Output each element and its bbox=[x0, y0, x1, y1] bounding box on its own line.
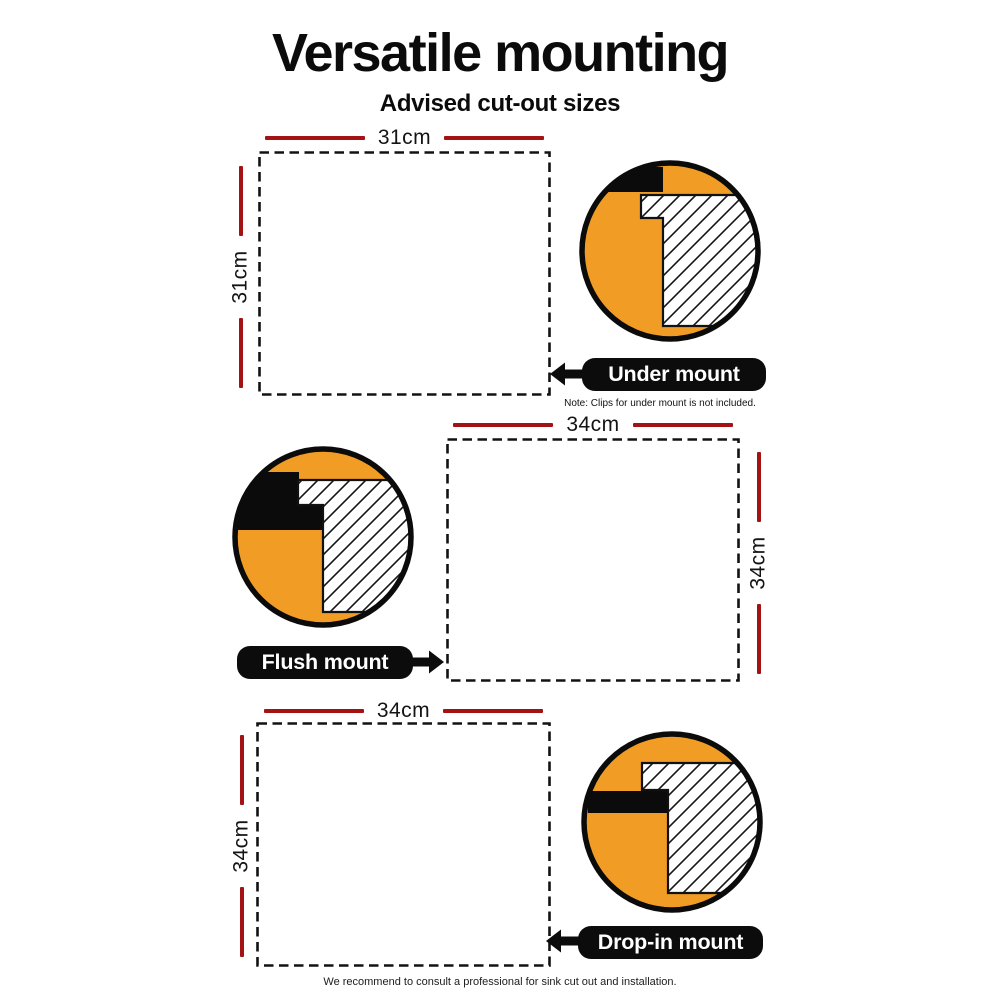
width-value: 34cm bbox=[376, 699, 431, 722]
drop-in-mount-height-dimension bbox=[227, 730, 257, 962]
width-value: 34cm bbox=[566, 413, 620, 436]
rotated-label-wrap bbox=[744, 534, 774, 592]
drop-in-mount-width-dimension bbox=[256, 699, 551, 723]
flush-mount-height-dimension bbox=[744, 448, 774, 678]
flush-mount-cross-section-diagram bbox=[228, 442, 418, 632]
page-title: Versatile mounting bbox=[271, 23, 729, 83]
under-mount-cross-section-diagram bbox=[575, 156, 765, 346]
under-mount-note: Note: Clips for under mount is not included. bbox=[564, 398, 756, 409]
dimension-line bbox=[239, 166, 244, 236]
under-mount-cutout-outline bbox=[258, 151, 551, 396]
dimension-line bbox=[453, 423, 553, 428]
dimension-line bbox=[239, 318, 244, 388]
page-subtitle: Advised cut-out sizes bbox=[379, 90, 621, 117]
arrow-left-icon bbox=[549, 360, 584, 388]
drop-in-mount-label-text: Drop-in mount bbox=[597, 930, 744, 954]
rotated-label-wrap bbox=[226, 248, 256, 306]
dimension-line bbox=[264, 709, 364, 714]
width-value: 31cm bbox=[377, 126, 432, 149]
drop-in-mount-cutout-outline bbox=[256, 722, 551, 967]
flush-mount-cutout-outline bbox=[446, 438, 740, 682]
under-mount-label bbox=[582, 358, 766, 391]
rotated-label-wrap bbox=[227, 817, 257, 875]
under-mount-height-dimension bbox=[226, 158, 256, 396]
flush-mount-label bbox=[237, 646, 413, 679]
height-value: 31cm bbox=[229, 250, 253, 304]
flush-mount-label-text: Flush mount bbox=[261, 650, 389, 674]
dimension-line bbox=[757, 604, 762, 674]
under-mount-label-text: Under mount bbox=[608, 362, 740, 386]
dimension-line bbox=[633, 423, 733, 428]
footer-note: We recommend to consult a professional for sink cut out and installation. bbox=[323, 976, 677, 988]
under-mount-width-dimension bbox=[258, 126, 551, 150]
dimension-line bbox=[240, 887, 245, 957]
arrow-right-icon bbox=[410, 648, 445, 676]
dimension-line bbox=[443, 709, 543, 714]
drop-in-mount-label bbox=[578, 926, 763, 959]
dimension-line bbox=[265, 136, 365, 141]
height-value: 34cm bbox=[230, 819, 254, 873]
dimension-line bbox=[240, 735, 245, 805]
sink-rim-shape bbox=[588, 791, 670, 813]
flush-mount-width-dimension bbox=[446, 413, 740, 437]
dimension-line bbox=[757, 452, 762, 522]
drop-in-mount-cross-section-diagram bbox=[577, 727, 767, 917]
height-value: 34cm bbox=[747, 536, 771, 590]
arrow-left-icon bbox=[545, 927, 580, 955]
dimension-line bbox=[444, 136, 544, 141]
